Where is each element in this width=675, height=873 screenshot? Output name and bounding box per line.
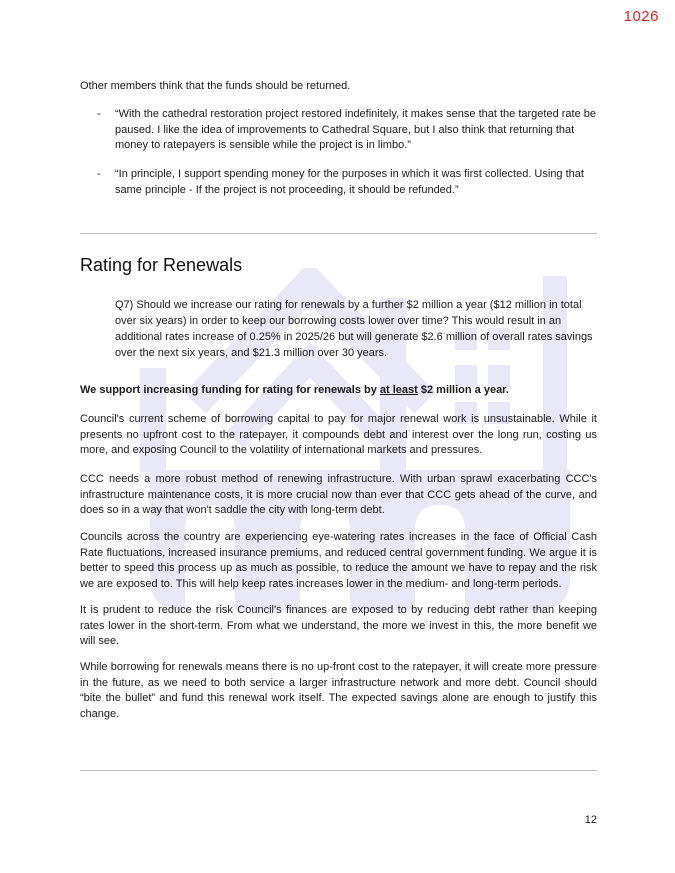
horizontal-rule — [80, 770, 597, 771]
bullet-dash: - — [97, 168, 101, 180]
quote-bullet — [97, 167, 597, 198]
stamp-number: 1026 — [623, 8, 659, 25]
statement-underlined: at least — [379, 384, 418, 396]
position-statement — [80, 383, 597, 399]
question-q7: Q7) Should we increase our rating for renewals by a further $2 million a year ($12 million in total over six years) in order to keep our borrowing costs lower over time? This would result in an additional rates increase of 0.25% in 2025/26 but will generate $2.6 million of overall rates savings over the next six years, and $21.3 million over 30 years. — [115, 299, 593, 359]
body-paragraph: CCC needs a more robust method of renewing infrastructure. With urban sprawl exacerbating CCC's infrastructure maintenance costs, it is more crucial now than ever that CCC gets ahead of the curve, and does so in a way that won't saddle the city with long-term debt. — [80, 473, 597, 516]
body-paragraph: It is prudent to reduce the risk Council's finances are exposed to by reducing debt rather than keeping rates lower in the short-term. From what we understand, the more we invest in this, the more benefit we will see. — [80, 604, 597, 647]
bullet-dash: - — [97, 108, 101, 120]
quote-text: “In principle, I support spending money for the purposes in which it was first collected. Using that same principle - If the project is not proceeding, it should be refunded.” — [115, 168, 584, 196]
body-paragraph: Councils across the country are experiencing eye-watering rates increases in the face of Official Cash Rate fluctuations, increased insurance premiums, and reduced central government funding. We argue it is better to speed this process up as much as possible, to reduce the amount we have to repay and the risk we are exposed to. This will help keep rates increases lower in the medium- and long-term periods. — [80, 531, 597, 590]
body-paragraph: Council's current scheme of borrowing capital to pay for major renewal work is unsustainable. While it presents no upfront cost to the ratepayer, it compounds debt and interest over the long run, costing us more, and exposing Council to the volatility of international markets and pressures. — [80, 413, 597, 456]
horizontal-rule — [80, 233, 597, 234]
section-heading: Rating for Renewals — [80, 255, 243, 275]
statement-prefix: We support increasing funding for rating for renewals by — [80, 384, 380, 396]
quote-text: “With the cathedral restoration project restored indefinitely, it makes sense that the targeted rate be paused. I like the idea of improvements to Cathedral Square, but I also think that returning that money to ratepayers is sensible while the project is in limbo.” — [115, 108, 596, 151]
intro-text: Other members think that the funds should be returned. — [80, 80, 351, 92]
statement-suffix: $2 million a year. — [417, 384, 509, 396]
quote-bullet — [97, 107, 597, 154]
body-paragraph: While borrowing for renewals means there is no up-front cost to the ratepayer, it will create more pressure in the future, as we need to both service a larger infrastructure network and more debt. Council should “bite the bullet” and fund this renewal work itself. The expected savings alone are enough to justify this change. — [80, 661, 597, 720]
footer-page-number: 12 — [584, 814, 597, 826]
